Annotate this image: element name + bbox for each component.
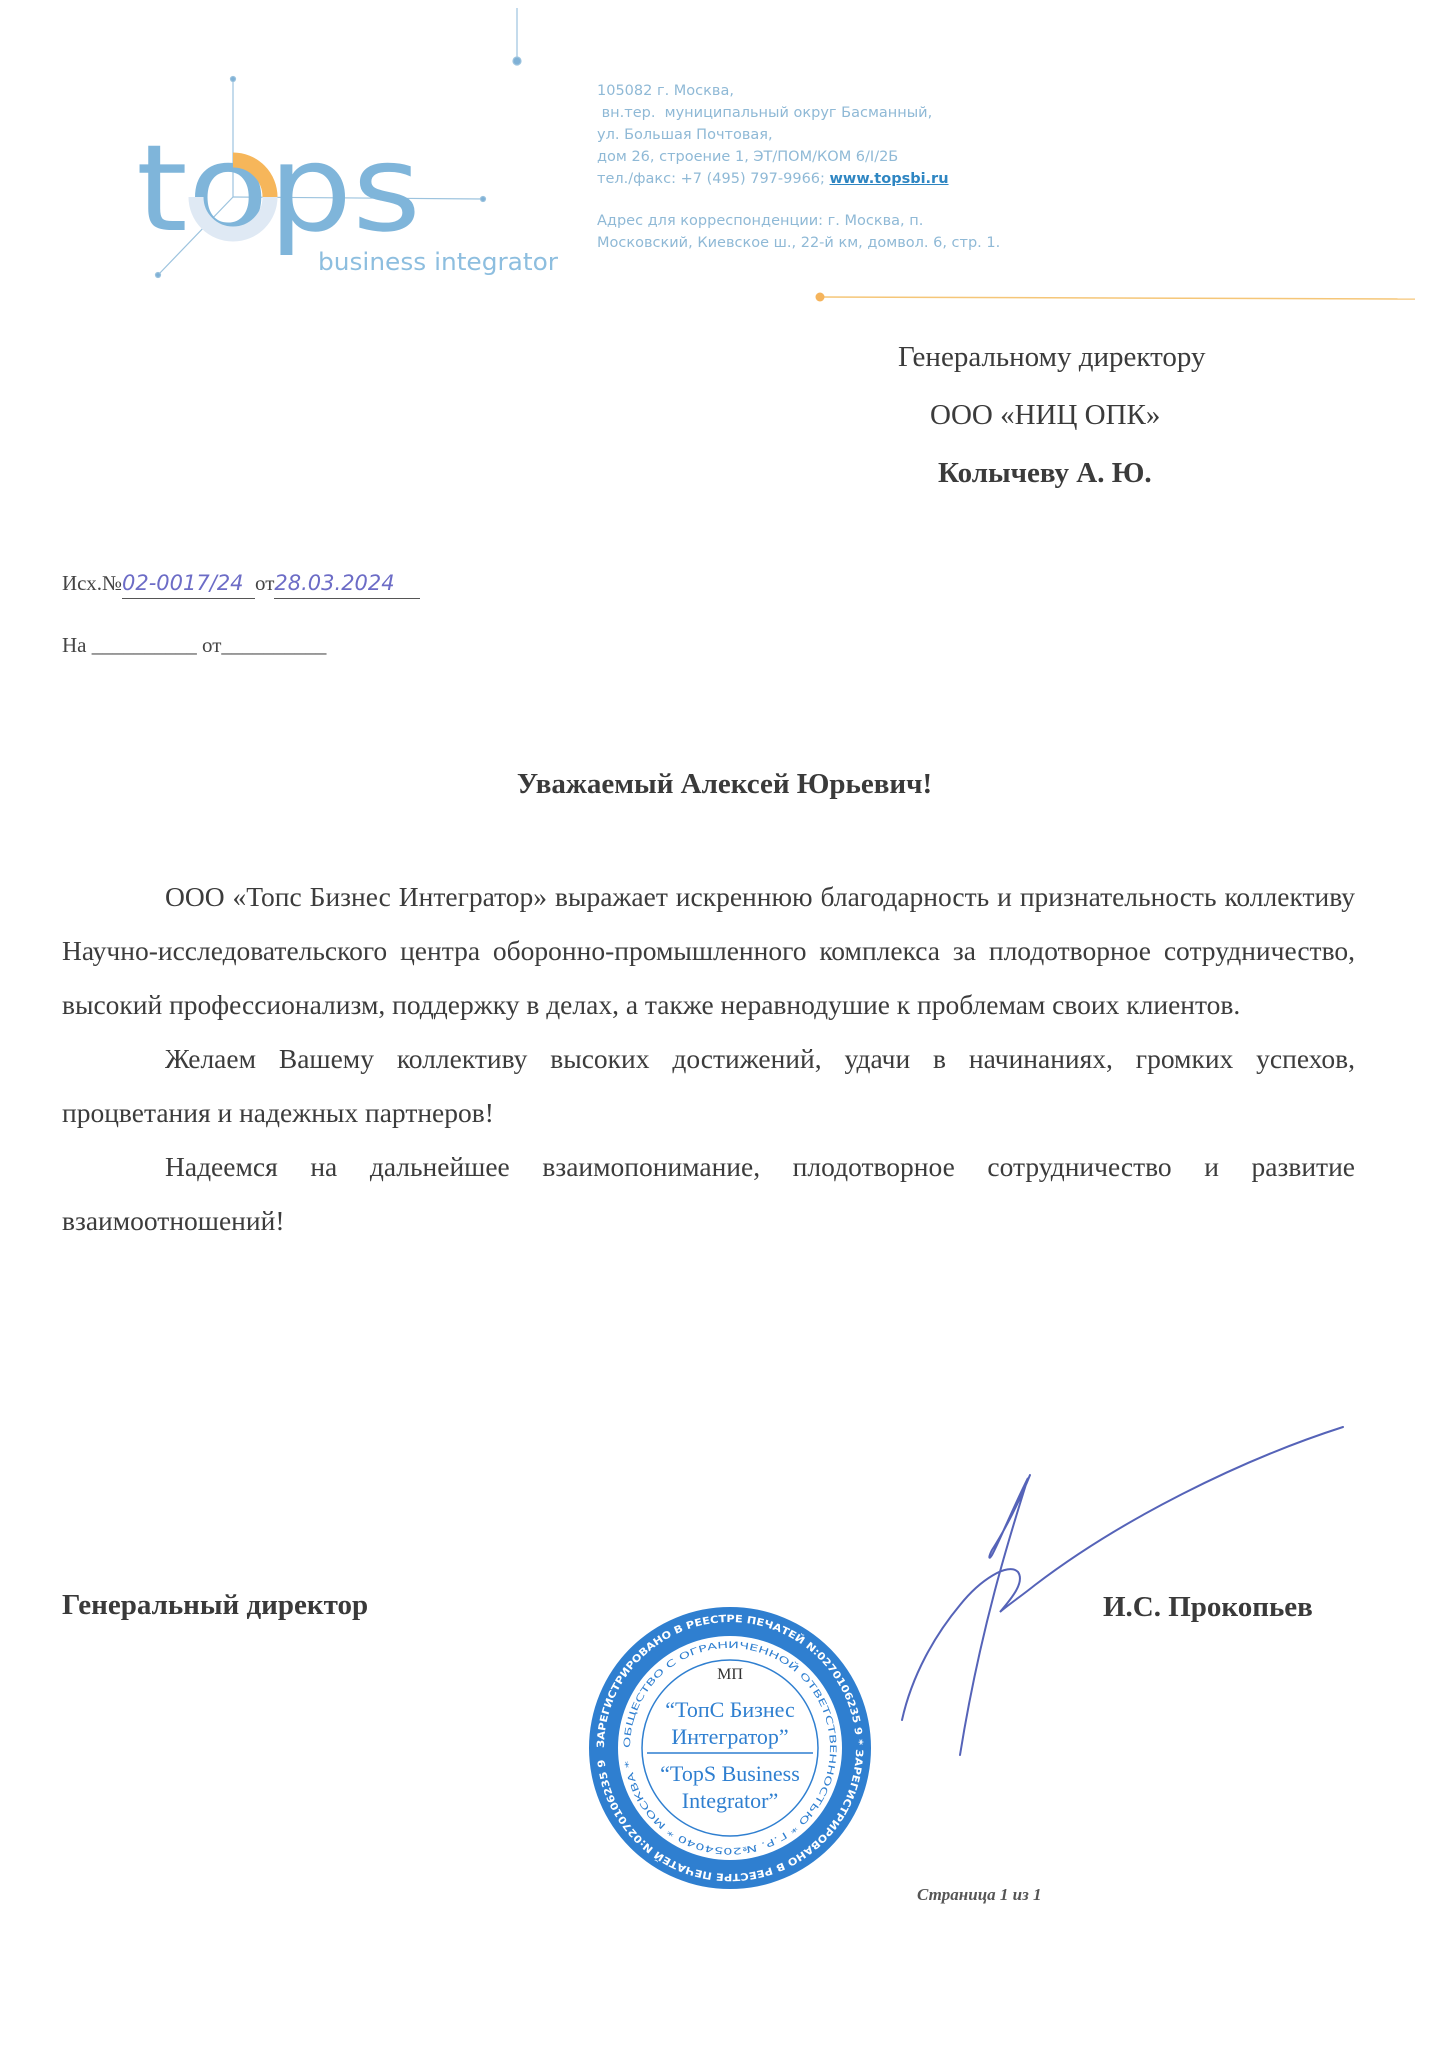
incoming-reference	[62, 630, 326, 660]
company-logo	[0, 0, 590, 300]
correspondence-address-line: Московский, Киевское ш., 22-й км, домвол. 6, стр. 1.	[597, 235, 1001, 251]
address-line: 105082 г. Москва,	[597, 83, 734, 99]
incoming-number-blank: __________	[91, 633, 197, 657]
body-paragraph-1: ООО «Топс Бизнес Интегратор» выражает искреннюю благодарность и признательность коллективу Научно-исследовательского центра оборонно-промышленного комплекса за плодотворное сотрудничество, высокий профессионализм, поддержку в делах, а также неравнодушие к проблемам своих клиентов.	[62, 881, 1355, 1020]
letter-body	[62, 870, 1355, 1248]
website-link[interactable]: www.topsbi.ru	[829, 171, 949, 187]
outgoing-number: 02-0017/24	[122, 571, 244, 595]
stamp-name-ru-1: “ТопС Бизнес	[665, 1697, 795, 1722]
address-line: ул. Большая Почтовая,	[597, 127, 773, 143]
stamp-outer-text: ЗАРЕГИСТРИРОВАНО В РЕЕСТРЕ ПЕЧАТЕЙ N:0270106235 9 * ЗАРЕГИСТРИРОВАНО В РЕЕСТРЕ ПЕЧАТЕЙ N:0270106235 9	[595, 1613, 865, 1883]
contact-line	[597, 168, 1000, 190]
incoming-date-blank: __________	[221, 633, 327, 657]
stamp-name-en-2: Integrator”	[681, 1788, 779, 1813]
outgoing-label: Исх.№	[62, 571, 122, 595]
addressee-company: ООО «НИЦ ОПК»	[930, 399, 1161, 431]
phone-fax: тел./факс: +7 (495) 797-9966;	[597, 171, 830, 187]
addressee-name: Колычеву А. Ю.	[938, 457, 1152, 489]
company-address	[597, 80, 1000, 254]
addressee-position: Генеральному директору	[898, 341, 1206, 373]
body-paragraph-2: Желаем Вашему коллективу высоких достижений, удачи в начинаниях, громких успехов, процветания и надежных партнеров!	[62, 1043, 1355, 1128]
salutation: Уважаемый Алексей Юрьевич!	[516, 768, 933, 800]
incoming-from-label: от	[202, 633, 222, 657]
outgoing-date: 28.03.2024	[274, 571, 395, 595]
body-paragraph-3: Надеемся на дальнейшее взаимопонимание, плодотворное сотрудничество и развитие взаимоотношений!	[62, 1151, 1355, 1236]
address-line: дом 26, строение 1, ЭТ/ПОМ/КОМ 6/I/2Б	[597, 149, 899, 165]
company-stamp	[585, 1603, 875, 1893]
signatory-name: И.С. Прокопьев	[1103, 1591, 1313, 1623]
logo-wordmark: tops	[136, 120, 421, 259]
page-number: Страница 1 из 1	[917, 1885, 1042, 1904]
signature-stroke	[902, 1427, 1343, 1720]
correspondence-address-line: Адрес для корреспонденции: г. Москва, п.	[597, 213, 924, 229]
header-divider	[810, 290, 1420, 304]
stamp-name-ru-2: Интегратор”	[671, 1724, 789, 1749]
outgoing-number-field	[122, 568, 255, 599]
outgoing-date-field	[274, 568, 420, 599]
outgoing-reference	[62, 568, 420, 599]
signatory-title: Генеральный директор	[62, 1589, 369, 1621]
signature-stroke	[960, 1475, 1030, 1755]
stamp-mark: МП	[717, 1666, 743, 1683]
logo-tagline: business integrator	[318, 248, 559, 276]
stamp-name-en-1: “TopS Business	[660, 1761, 800, 1786]
stamp-inner-text: ОБЩЕСТВО С ОГРАНИЧЕННОЙ ОТВЕТСТВЕННОСТЬЮ * Г.Р. №2054040 * МОСКВА *	[622, 1640, 838, 1856]
outgoing-from-label: от	[255, 571, 275, 595]
address-line: вн.тер. муниципальный округ Басманный,	[597, 105, 933, 121]
incoming-label: На	[62, 633, 87, 657]
handwritten-signature	[900, 1400, 1360, 1760]
